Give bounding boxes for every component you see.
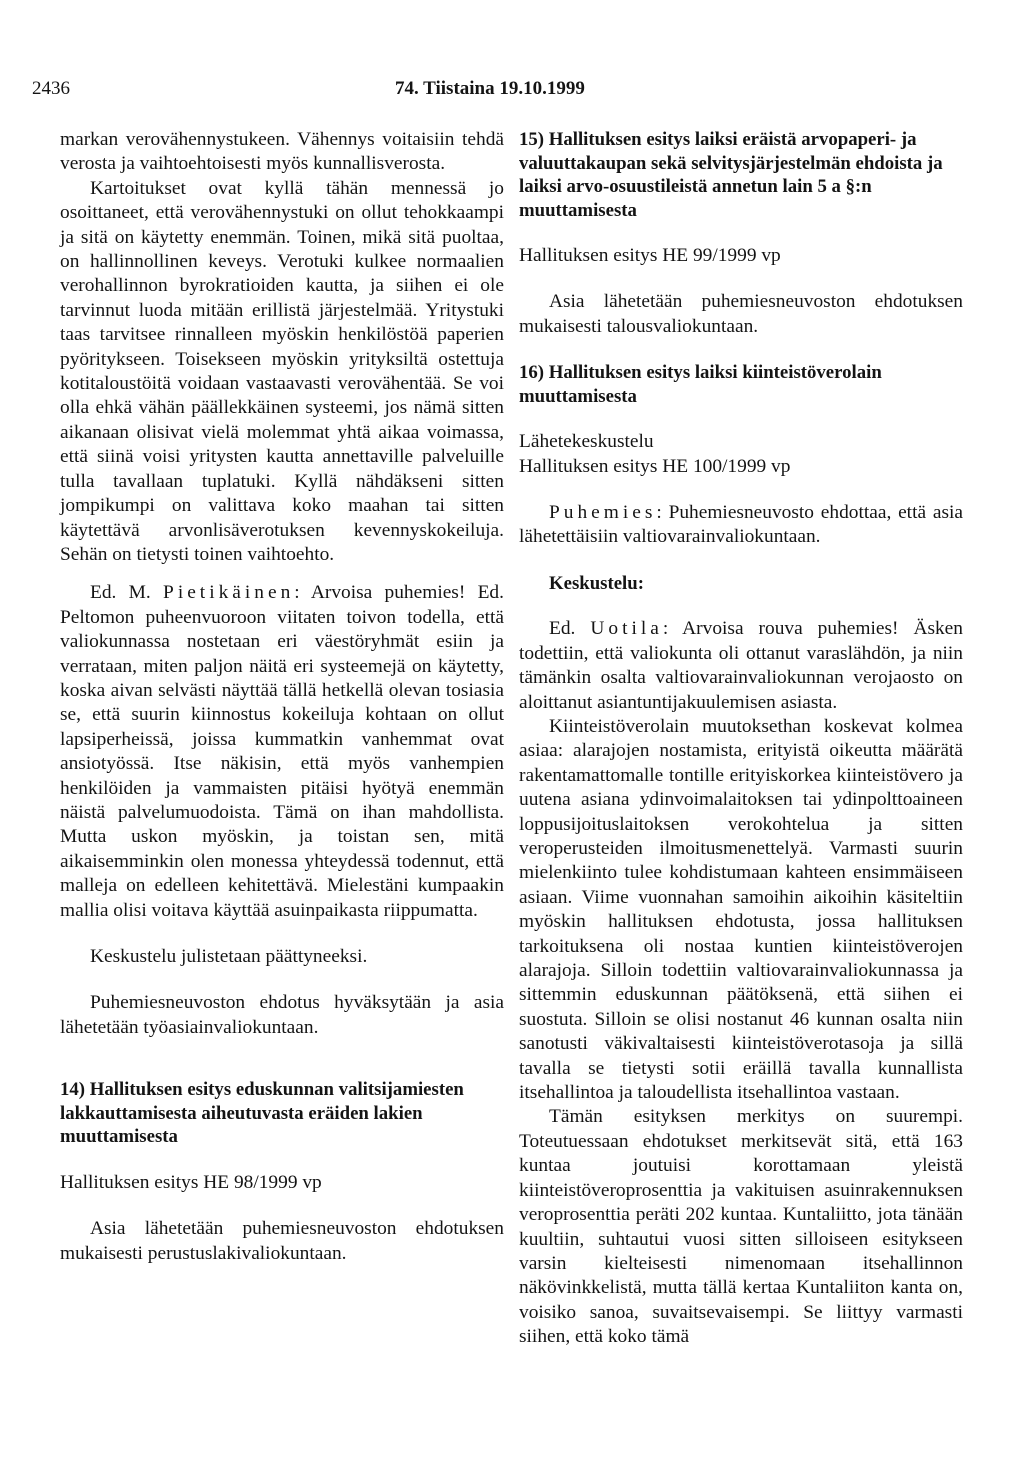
speech-uotila: [519, 617, 963, 715]
speech-prefix: Ed.: [549, 618, 591, 640]
paragraph: Asia lähetetään puhemiesneuvoston ehdotuksen mukaisesti talousvaliokuntaan.: [519, 291, 963, 337]
paragraph: Hallituksen esitys HE 99/1999 vp: [519, 245, 781, 266]
discussion-heading: Keskustelu:: [549, 572, 644, 594]
speech-text: : Arvoisa puhemies! Ed. Peltomon puheenvuoroon viitaten toivon todella, että valiokunnassa nostetaan eri väestöryhmät esiin ja verrataan, miten paljon näitä eri systeemejä on käytetty, koska aivan selvästi näyttää tällä hetkellä olevan tosiasia se, että suurin kiinnostus kokeiluja kohtaan on ollut lapsiperheissä, joissa kummatkin vanhemmat ovat ansiotyössä. Itse näkisin, että myös vanhempien henkilöiden ja vammaisten pitäisi hyötyä enemmän näistä palvelumuodoista. Tämä on ihan mahdollista. Mutta uskon myöskin, ja toistan sen, mitä aikaisemminkin olen monessa yhteydessä todennut, että malleja on edelleen kehitettävä. Mielestäni kumpaakin mallia olisi voitava käyttää asuinpaikasta riippumatta.: [60, 582, 504, 921]
speech-text: : Arvoisa rouva puhemies! Äsken todettiin, että valiokunta oli ottanut varaslähdön, ja niin tämänkin osalta valtiovarainvaliokunnan verojaosto on aloittanut asiantuntijakuulemisen asiasta.: [519, 618, 963, 713]
issue-title: 74. Tiistaina 19.10.1999: [395, 78, 585, 99]
paragraph: Lähetekeskustelu: [519, 431, 654, 453]
speech-pietikainen: [60, 581, 504, 923]
speaker-name: Uotila: [590, 618, 663, 640]
right-column: [519, 128, 963, 1350]
paragraph: Keskustelu julistetaan päättyneeksi.: [90, 946, 368, 967]
paragraph: Puhemiesneuvoston ehdotus hyväksytään ja asia lähetetään työasiainvaliokuntaan.: [60, 992, 504, 1038]
section-heading-14: 14) Hallituksen esitys eduskunnan valitsijamiesten lakkauttamisesta aiheutuvasta eräiden lakien muuttamisesta: [60, 1079, 464, 1148]
speech-puhemies: [519, 501, 963, 550]
speaker-name: Puhemies: [549, 502, 657, 524]
section-heading-15: 15) Hallituksen esitys laiksi eräistä arvopaperi- ja valuuttakaupan sekä selvitysjärjestelmän ehdoista ja laiksi arvo-osuustileistä annetun lain 5 a §:n muuttamisesta: [519, 129, 943, 221]
page-number: 2436: [32, 78, 70, 99]
paragraph: Hallituksen esitys HE 98/1999 vp: [60, 1171, 322, 1193]
speech-text: : Puhemiesneuvosto ehdottaa, että asia lähetettäisiin valtiovarainvaliokuntaan.: [519, 502, 963, 548]
paragraph: Tämän esityksen merkitys on suurempi. Toteutuessaan ehdotukset merkitsevät sitä, että 163 kuntaa joutuisi korottamaan yleistä kiinteistöveroprosenttia ja vakituisen asuinrakennuksen veroprosenttia peräti 202 kuntaa. Kuntaliitto, jota tänään kuultiin, suhtautui vuosi sitten silloiseen esitykseen varsin kielteisesti nimenomaan itsehallinnon näkövinkkelistä, mutta tällä kertaa Kuntaliiton kanta on, voisiko sanoa, suvaitsevaisempi. Se liittyy varmasti siihen, että koko tämä: [519, 1106, 963, 1348]
page-header: [32, 78, 992, 102]
paragraph: Hallituksen esitys HE 100/1999 vp: [519, 455, 791, 477]
paragraph: markan verovähennystukeen. Vähennys voitaisiin tehdä verosta ja vaihtoehtoisesti myös kunnallisverosta.: [60, 129, 504, 175]
left-column: [60, 128, 504, 1266]
paragraph: Asia lähetetään puhemiesneuvoston ehdotuksen mukaisesti perustuslakivaliokuntaan.: [60, 1218, 504, 1264]
paragraph: Kiinteistöverolain muutoksethan koskevat kolmea asiaa: alarajojen nostamista, erityistä oikeutta määrätä rakentamattomalle tontille erityiskorkea kiinteistövero ja uutena asiana ydinvoimalaitoksen tai ydinpolttoaineen loppusijoituslaitoksen verokohtelua ja sitten veroperusteiden ilmoitusmenettelyä. Varmasti suurin mielenkiinto tulee kohdistumaan kahteen ensimmäiseen asiaan. Viime vuonnahan samoihin aikoihin käsiteltiin myöskin hallituksen ehdotusta, jossa hallituksen tarkoituksena oli nostaa kuntien kiinteistöverojen alarajoja. Silloin todettiin valtiovarainvaliokunnassa ja sittemmin eduskunnan päätöksenä, että siihen ei suostuta. Silloin se olisi nostanut 46 kunnan osalta niin sanotusti väkivaltaisesti kiinteistöverotasoja ja sillä tavalla se tietysti sotii eräillä tavalla kunnallista itsehallintoa ja taloudellista itsehallintoa vastaan.: [519, 715, 963, 1104]
paragraph: Kartoitukset ovat kyllä tähän mennessä jo osoittaneet, että verovähennystuki on ollut tehokkaampi ja sitä on käytetty enemmän. Toinen, mikä sitä puoltaa, on hallinnollinen keveys. Verotuki kulkee normaalien verohallinnon byrokratioiden kautta, ja siihen ei ole tarvinnut luoda mitään erillistä järjestelmää. Yritystuki taas tarvitsee rinnalleen myöskin henkilöstöä paperien pyöritykseen. Toisekseen myöskin yrityksiltä ostettuja kotitaloustöitä voidaan vastaavasti verovähentää. Se voi olla ehkä vähän päällekkäinen systeemi, jos nämä sitten aikanaan olisivat vielä molemmat yhtä aikaa voimassa, että siinä voisi yritysten kautta annettaville palveluille tulla tavallaan tuplatuki. Kyllä nähdäkseni sitten jompikumpi on valittava koko maahan tai sitten käytettävä arvonlisäverotuksen kevennyskokeiluja. Sehän on tietysti toinen vaihtoehto.: [60, 177, 504, 565]
section-heading-16: 16) Hallituksen esitys laiksi kiinteistöverolain muuttamisesta: [519, 362, 882, 407]
speech-prefix: Ed. M.: [90, 582, 164, 604]
speaker-name: Pietikäinen: [163, 582, 295, 604]
